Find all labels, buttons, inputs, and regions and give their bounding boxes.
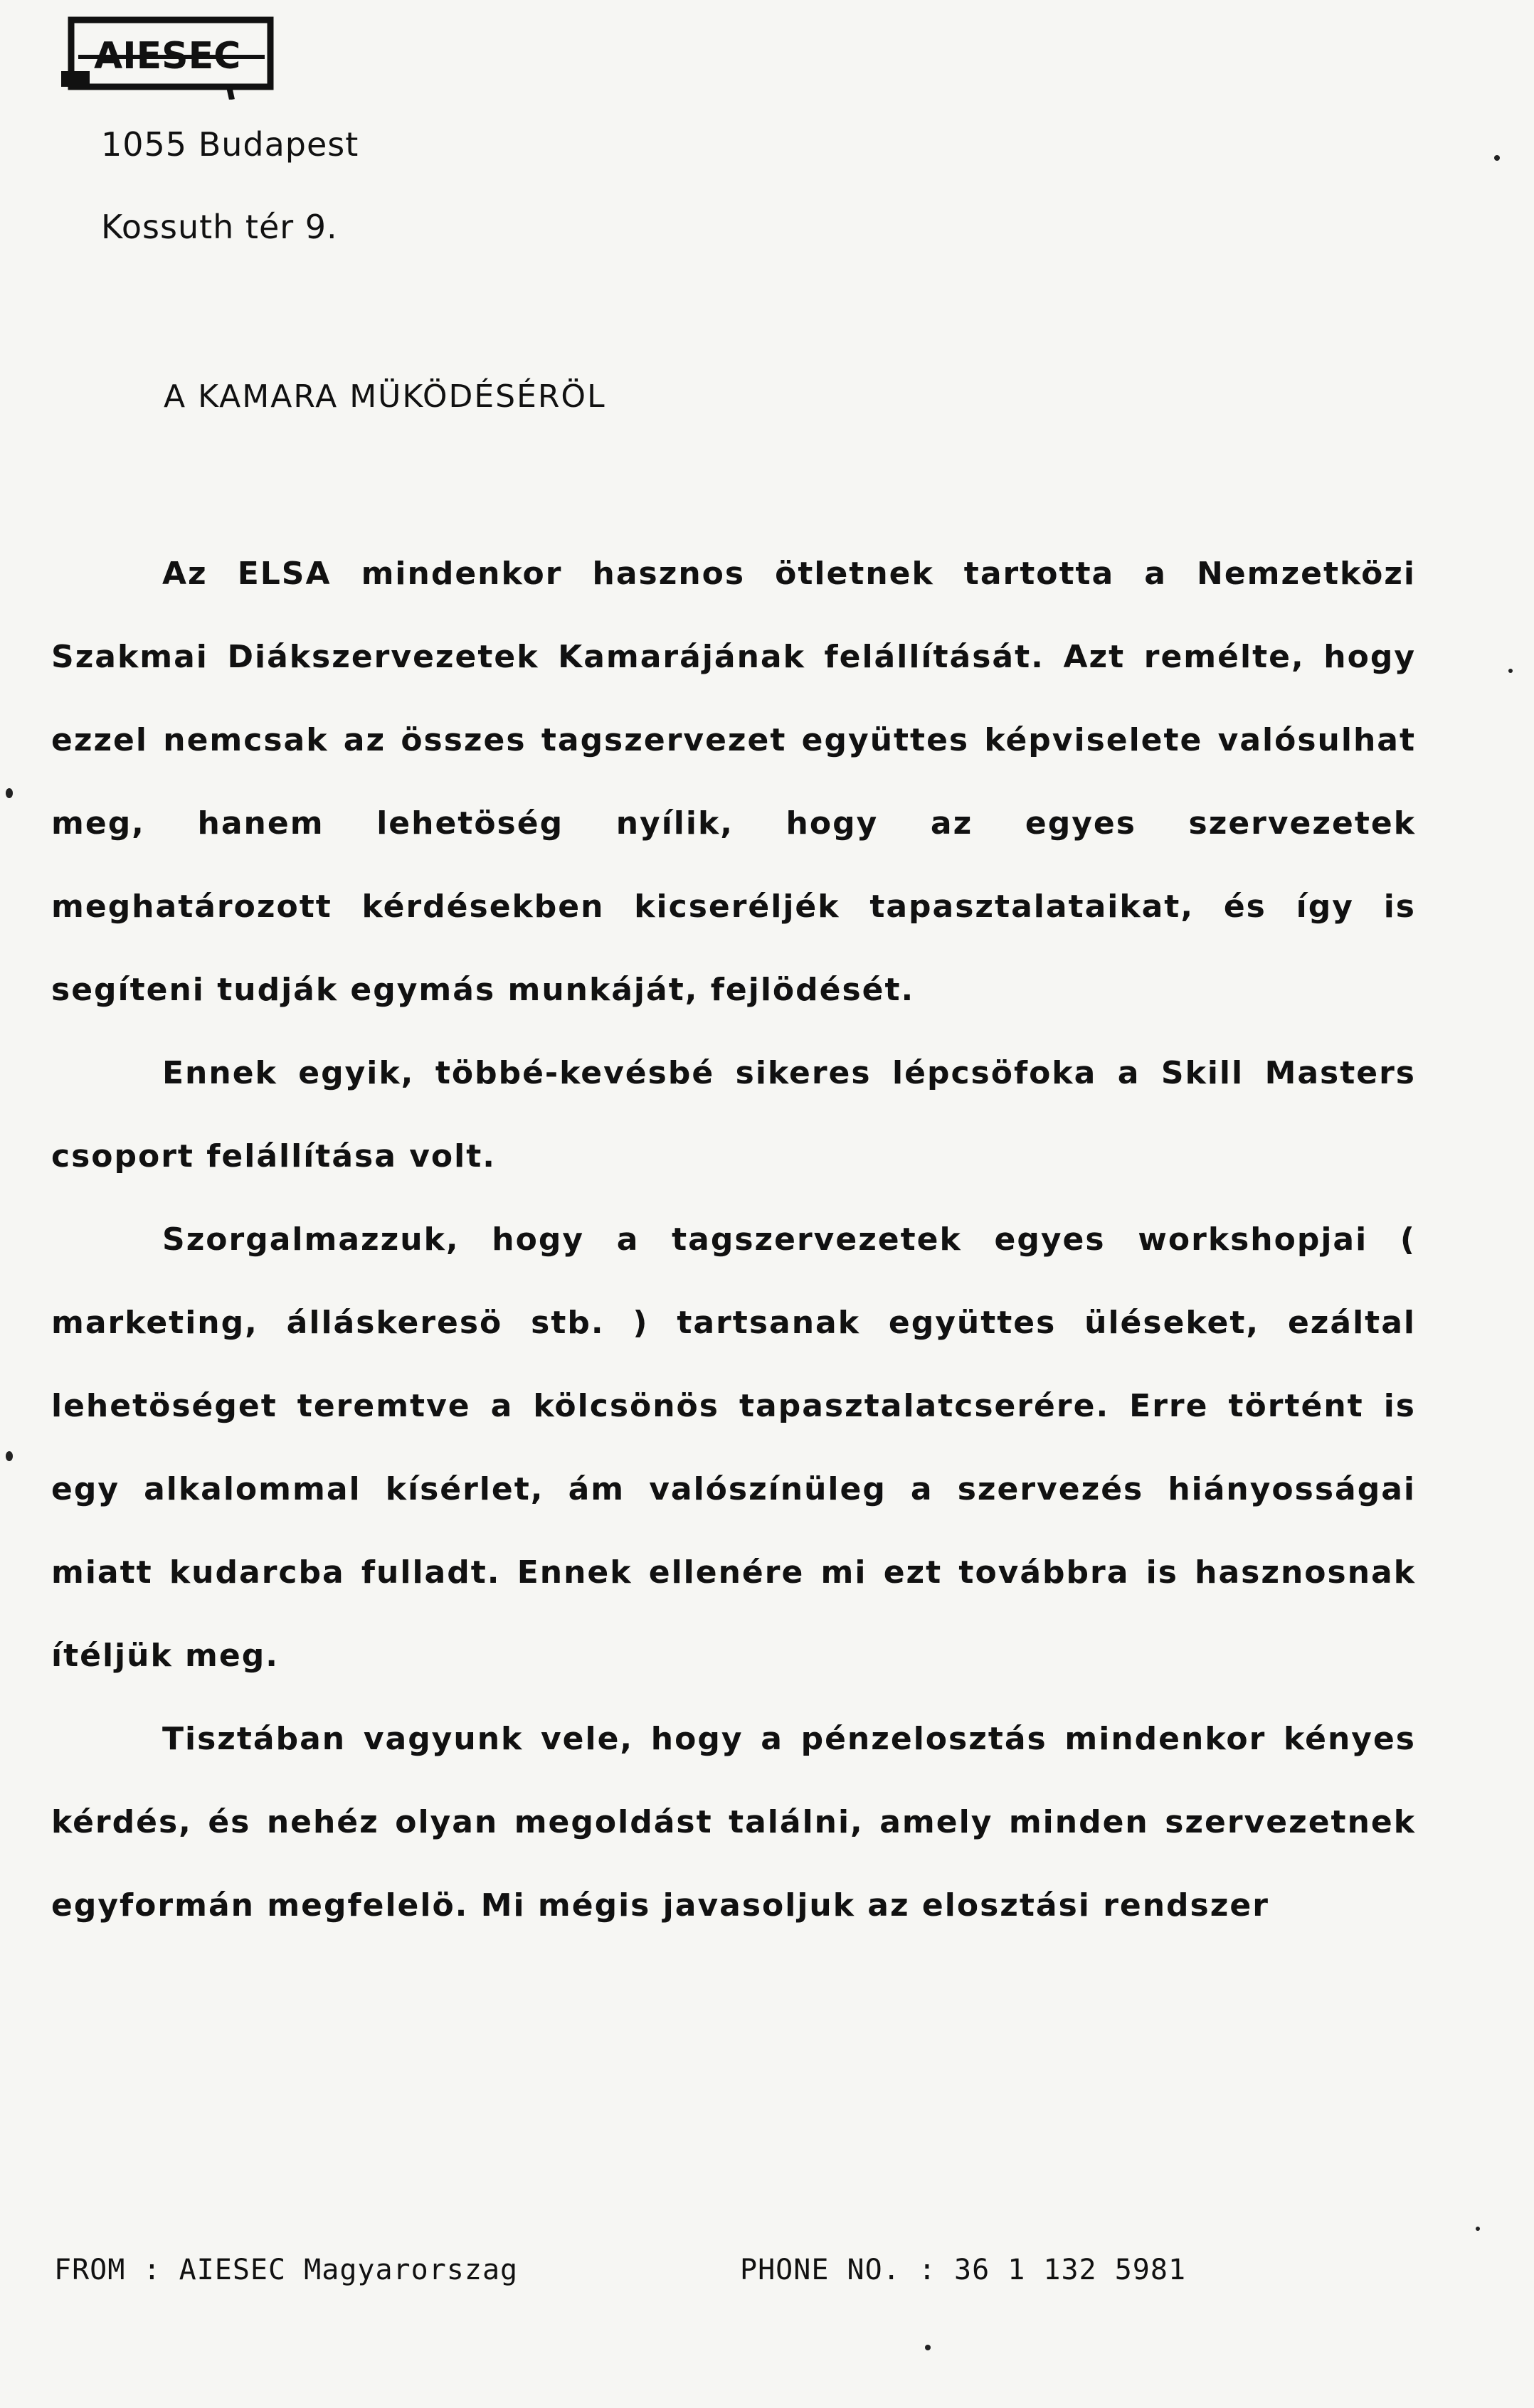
- scan-speck: [1494, 155, 1500, 161]
- aiesec-logo: [58, 16, 279, 100]
- scan-speck: [925, 2345, 931, 2350]
- address-line-2: Kossuth tér 9.: [101, 208, 338, 246]
- scan-speck: [6, 1451, 13, 1461]
- scan-speck: [6, 788, 13, 798]
- paragraph-3: Szorgalmazzuk, hogy a tagszervezetek egyes workshopjai ( marketing, álláskeresö stb. ) tartsanak együttes üléseket, ezáltal lehetöséget teremtve a kölcsönös tapasztalatcserére. Erre történt is egy alkalommal kísérlet, ám valószínüleg a szervezés hiányosságai miatt kudarcba fulladt. Ennek ellenére mi ezt továbbra is hasznosnak ítéljük meg.: [51, 1221, 1416, 1674]
- letter-body: [51, 532, 1416, 1947]
- svg-text:AIESEC: AIESEC: [94, 35, 241, 78]
- paragraph-2: Ennek egyik, többé-kevésbé sikeres lépcsöfoka a Skill Masters csoport felállítása volt.: [51, 1055, 1416, 1174]
- document-title: A KAMARA MÜKÖDÉSÉRÖL: [164, 378, 606, 415]
- address-line-1: 1055 Budapest: [101, 125, 359, 164]
- paragraph-1: Az ELSA mindenkor hasznos ötletnek tartotta a Nemzetközi Szakmai Diákszervezetek Kamarájának felállítását. Azt remélte, hogy ezzel nemcsak az összes tagszervezet együttes képviselete valósulhat meg, hanem lehetöség nyílik, hogy az egyes szervezetek meghatározott kérdésekben kicseréljék tapasztalataikat, és így is segíteni tudják egymás munkáját, fejlödését.: [51, 556, 1416, 1008]
- fax-header-phone: PHONE NO. : 36 1 132 5981: [740, 2254, 1187, 2286]
- scan-speck: [1508, 669, 1513, 673]
- scan-speck: [1476, 2227, 1480, 2231]
- paragraph-4: Tisztában vagyunk vele, hogy a pénzelosztás mindenkor kényes kérdés, és nehéz olyan megoldást találni, amely minden szervezetnek egyformán megfelelö. Mi mégis javasoljuk az elosztási rendszer: [51, 1721, 1416, 1924]
- fax-header-from: FROM : AIESEC Magyarorszag: [54, 2254, 519, 2286]
